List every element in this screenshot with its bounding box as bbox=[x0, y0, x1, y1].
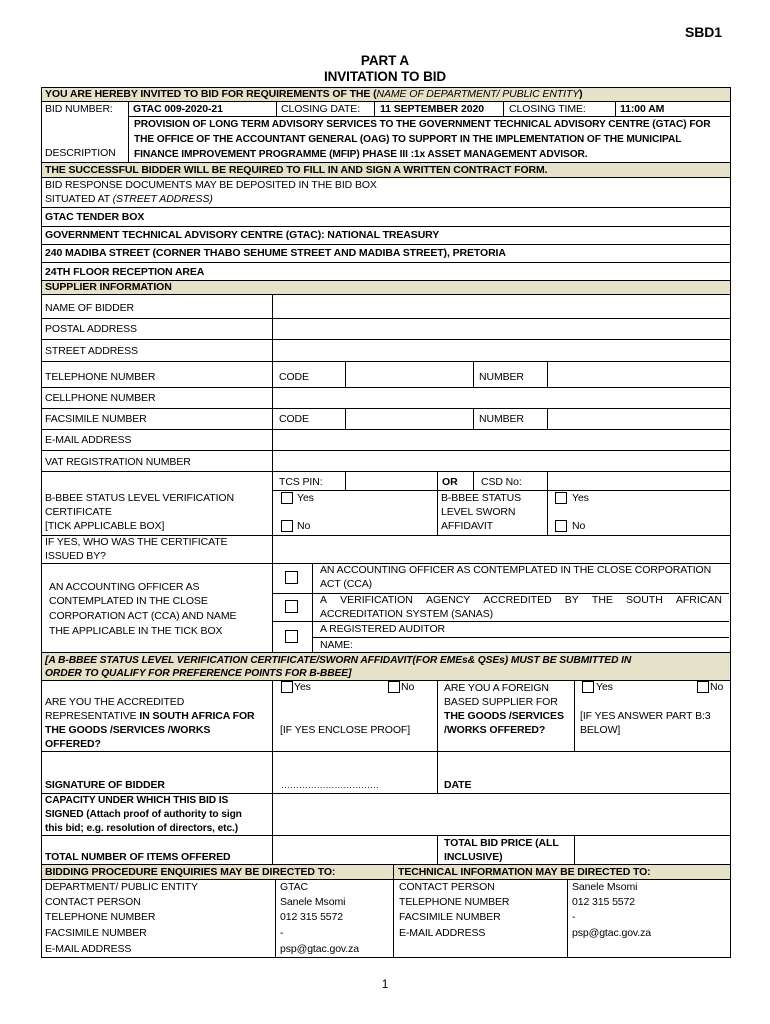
csd-no-field[interactable] bbox=[548, 472, 730, 490]
foreign-supplier-line-4: /WORKS OFFERED? bbox=[444, 724, 546, 736]
accounting-officer-line-4: THE APPLICABLE IN THE TICK BOX bbox=[49, 625, 223, 637]
bbbee-cert-line-2: CERTIFICATE bbox=[45, 506, 112, 518]
closing-time-label: CLOSING TIME: bbox=[509, 103, 586, 115]
page-number: 1 bbox=[381, 977, 389, 991]
technical-row-label: CONTACT PERSON bbox=[399, 881, 495, 893]
technical-row-value: Sanele Msomi bbox=[572, 881, 638, 893]
accredited-rep-no-checkbox[interactable] bbox=[388, 681, 400, 693]
facsimile-code-label: CODE bbox=[279, 413, 309, 425]
technical-row-value[interactable]: psp@gtac.gov.za bbox=[572, 927, 652, 939]
bbbee-affidavit-yes-checkbox[interactable] bbox=[555, 492, 567, 504]
invitation-line: YOU ARE HEREBY INVITED TO BID FOR REQUIREMENTS OF THE (NAME OF DEPARTMENT/ PUBLIC ENTITY) bbox=[45, 88, 583, 100]
accounting-officer-line-3: CORPORATION ACT (CCA) AND NAME bbox=[49, 610, 237, 622]
postal-address-field[interactable] bbox=[273, 319, 730, 339]
who-issued-line-1: IF YES, WHO WAS THE CERTIFICATE bbox=[45, 536, 228, 548]
date-field[interactable] bbox=[575, 752, 730, 793]
bbbee-cert-yes-checkbox[interactable] bbox=[281, 492, 293, 504]
cellphone-field[interactable] bbox=[273, 388, 730, 408]
description-label: DESCRIPTION bbox=[45, 147, 116, 159]
email-field[interactable] bbox=[273, 430, 730, 450]
technical-row-value: 012 315 5572 bbox=[572, 896, 636, 908]
bid-number: GTAC 009-2020-21 bbox=[133, 103, 223, 115]
foreign-supplier-yes-checkbox[interactable] bbox=[582, 681, 594, 693]
email-label: E-MAIL ADDRESS bbox=[45, 434, 132, 446]
description-line-2: THE OFFICE OF THE ACCOUNTANT GENERAL (OAG) TO SUPPORT IN THE IMPLEMENTATION OF THE MUNICIPAL bbox=[134, 134, 682, 145]
technical-info-heading: TECHNICAL INFORMATION MAY BE DIRECTED TO: bbox=[398, 866, 651, 878]
date-label: DATE bbox=[444, 779, 472, 791]
answer-part-b-line-2: BELOW] bbox=[580, 724, 621, 736]
description-line-1: PROVISION OF LONG TERM ADVISORY SERVICES TO THE GOVERNMENT TECHNICAL ADVISORY CENTRE (GTAC) FOR bbox=[134, 119, 711, 130]
issuer-name-field[interactable] bbox=[360, 638, 729, 652]
bidding-enquiries-heading: BIDDING PROCEDURE ENQUIRIES MAY BE DIRECTED TO: bbox=[45, 866, 336, 878]
enclose-proof-note: [IF YES ENCLOSE PROOF] bbox=[280, 724, 411, 736]
telephone-label: TELEPHONE NUMBER bbox=[45, 371, 156, 383]
issuer-cca-line-1: AN ACCOUNTING OFFICER AS CONTEMPLATED IN THE CLOSE CORPORATION bbox=[320, 564, 712, 576]
bbbee-notice-line-1: [A B-BBEE STATUS LEVEL VERIFICATION CERTIFICATE/SWORN AFFIDAVIT(FOR EMEs& QSEs) MUST BE SUBMITTED IN bbox=[45, 655, 632, 666]
bbbee-notice-line-2: ORDER TO QUALIFY FOR PREFERENCE POINTS FOR B-BBEE] bbox=[45, 668, 352, 679]
csd-no-label: CSD No: bbox=[481, 476, 522, 488]
address-line-1: GTAC TENDER BOX bbox=[45, 211, 145, 223]
foreign-supplier-line-2: BASED SUPPLIER FOR bbox=[444, 696, 558, 708]
bidding-row-value: GTAC bbox=[280, 881, 308, 893]
issuer-auditor-checkbox[interactable] bbox=[285, 630, 298, 643]
total-price-line-1: TOTAL BID PRICE (ALL bbox=[444, 837, 559, 849]
foreign-supplier-line-1: ARE YOU A FOREIGN bbox=[444, 682, 549, 694]
technical-row-label: E-MAIL ADDRESS bbox=[399, 927, 486, 939]
technical-row-label: TELEPHONE NUMBER bbox=[399, 896, 510, 908]
foreign-supplier-no-label: No bbox=[710, 681, 724, 693]
issuer-sanas-checkbox[interactable] bbox=[285, 600, 298, 613]
capacity-line-3: this bid; e.g. resolution of directors, etc.) bbox=[45, 823, 239, 834]
technical-row-value: - bbox=[572, 911, 576, 923]
telephone-code-field[interactable] bbox=[346, 362, 473, 387]
bbbee-affidavit-no-checkbox[interactable] bbox=[555, 520, 567, 532]
form-code: SBD1 bbox=[685, 24, 722, 40]
foreign-supplier-no-checkbox[interactable] bbox=[697, 681, 709, 693]
bbbee-affidavit-yes-label: Yes bbox=[572, 492, 589, 504]
bidding-row-label: TELEPHONE NUMBER bbox=[45, 911, 156, 923]
description-line-3: FINANCE IMPROVEMENT PROGRAMME (MFIP) PHASE III :1x ASSET MANAGEMENT ADVISOR. bbox=[134, 149, 588, 160]
bidding-row-value: Sanele Msomi bbox=[280, 896, 346, 908]
bbbee-affidavit-no-label: No bbox=[572, 520, 586, 532]
accredited-rep-yes-label: Yes bbox=[294, 681, 311, 693]
bbbee-cert-line-3: [TICK APPLICABLE BOX] bbox=[45, 520, 165, 532]
closing-date-label: CLOSING DATE: bbox=[281, 103, 361, 115]
accredited-rep-line-4: OFFERED? bbox=[45, 738, 101, 750]
issuer-cca-checkbox[interactable] bbox=[285, 571, 298, 584]
vat-label: VAT REGISTRATION NUMBER bbox=[45, 456, 191, 468]
address-line-4: 24TH FLOOR RECEPTION AREA bbox=[45, 266, 205, 278]
issuer-name-label: NAME: bbox=[320, 639, 353, 651]
total-items-label: TOTAL NUMBER OF ITEMS OFFERED bbox=[45, 851, 231, 863]
capacity-line-2: SIGNED (Attach proof of authority to sign bbox=[45, 809, 242, 820]
bbbee-affidavit-line-1: B-BBEE STATUS bbox=[441, 492, 521, 504]
capacity-field[interactable] bbox=[273, 794, 730, 835]
capacity-line-1: CAPACITY UNDER WHICH THIS BID IS bbox=[45, 795, 229, 806]
total-items-field[interactable] bbox=[273, 836, 437, 864]
part-heading: PART A bbox=[360, 53, 410, 68]
issuer-cca-line-2: ACT (CCA) bbox=[320, 578, 372, 590]
postal-address-label: POSTAL ADDRESS bbox=[45, 323, 137, 335]
accredited-rep-line-1: ARE YOU THE ACCREDITED bbox=[45, 696, 185, 708]
facsimile-label: FACSIMILE NUMBER bbox=[45, 413, 147, 425]
street-address-field[interactable] bbox=[273, 340, 730, 361]
bidding-row-label: E-MAIL ADDRESS bbox=[45, 943, 132, 955]
accounting-officer-line-2: CONTEMPLATED IN THE CLOSE bbox=[49, 595, 208, 607]
signature-line[interactable]: …………………………… bbox=[281, 780, 379, 790]
closing-date: 11 SEPTEMBER 2020 bbox=[380, 103, 484, 115]
facsimile-number-label: NUMBER bbox=[479, 413, 524, 425]
accredited-rep-yes-checkbox[interactable] bbox=[281, 681, 293, 693]
bbbee-affidavit-line-2: LEVEL SWORN bbox=[441, 506, 516, 518]
vat-field[interactable] bbox=[273, 451, 730, 471]
closing-time: 11:00 AM bbox=[620, 103, 665, 115]
or-label: OR bbox=[442, 476, 458, 488]
accredited-rep-line-2: REPRESENTATIVE IN SOUTH AFRICA FOR bbox=[45, 710, 255, 722]
bbbee-affidavit-line-3: AFFIDAVIT bbox=[441, 520, 493, 532]
accredited-rep-line-3: THE GOODS /SERVICES /WORKS bbox=[45, 724, 211, 736]
foreign-supplier-yes-label: Yes bbox=[596, 681, 613, 693]
answer-part-b-line-1: [IF YES ANSWER PART B:3 bbox=[580, 710, 711, 722]
telephone-code-label: CODE bbox=[279, 371, 309, 383]
telephone-number-field[interactable] bbox=[548, 362, 730, 387]
tcs-pin-label: TCS PIN: bbox=[279, 476, 323, 488]
bbbee-cert-no-checkbox[interactable] bbox=[281, 520, 293, 532]
bidding-row-label: FACSIMILE NUMBER bbox=[45, 927, 147, 939]
bidding-row-label: DEPARTMENT/ PUBLIC ENTITY bbox=[45, 881, 198, 893]
bidding-row-label: CONTACT PERSON bbox=[45, 896, 141, 908]
total-price-field[interactable] bbox=[575, 836, 730, 864]
bidding-row-value: - bbox=[280, 927, 284, 939]
issuer-sanas-line-1: A VERIFICATION AGENCY ACCREDITED BY THE SOUTH AFRICAN bbox=[320, 594, 722, 606]
telephone-number-label: NUMBER bbox=[479, 371, 524, 383]
situated-line: SITUATED AT (STREET ADDRESS) bbox=[45, 193, 213, 205]
deposit-line: BID RESPONSE DOCUMENTS MAY BE DEPOSITED IN THE BID BOX bbox=[45, 179, 377, 191]
accounting-officer-line-1: AN ACCOUNTING OFFICER AS bbox=[49, 581, 200, 593]
name-of-bidder-label: NAME OF BIDDER bbox=[45, 302, 135, 314]
who-issued-line-2: ISSUED BY? bbox=[45, 550, 106, 562]
name-of-bidder-field[interactable] bbox=[273, 295, 730, 318]
foreign-supplier-line-3: THE GOODS /SERVICES bbox=[444, 710, 564, 722]
bbbee-cert-yes-label: Yes bbox=[297, 492, 314, 504]
signature-label: SIGNATURE OF BIDDER bbox=[45, 779, 165, 791]
total-price-line-2: INCLUSIVE) bbox=[444, 851, 503, 863]
issuer-auditor-label: A REGISTERED AUDITOR bbox=[320, 623, 445, 635]
tcs-pin-field[interactable] bbox=[346, 472, 437, 490]
technical-row-label: FACSIMILE NUMBER bbox=[399, 911, 501, 923]
page-title: INVITATION TO BID bbox=[323, 69, 447, 84]
bbbee-cert-line-1: B-BBEE STATUS LEVEL VERIFICATION bbox=[45, 492, 234, 504]
accredited-rep-no-label: No bbox=[401, 681, 415, 693]
street-address-label: STREET ADDRESS bbox=[45, 345, 138, 357]
facsimile-code-field[interactable] bbox=[346, 409, 473, 429]
address-line-3: 240 MADIBA STREET (CORNER THABO SEHUME STREET AND MADIBA STREET), PRETORIA bbox=[45, 247, 506, 259]
successful-bidder-notice: THE SUCCESSFUL BIDDER WILL BE REQUIRED TO FILL IN AND SIGN A WRITTEN CONTRACT FORM. bbox=[45, 164, 548, 176]
facsimile-number-field[interactable] bbox=[548, 409, 730, 429]
bidding-row-value: 012 315 5572 bbox=[280, 911, 344, 923]
cellphone-label: CELLPHONE NUMBER bbox=[45, 392, 156, 404]
issuer-sanas-line-2: ACCREDITATION SYSTEM (SANAS) bbox=[320, 608, 493, 620]
address-line-2: GOVERNMENT TECHNICAL ADVISORY CENTRE (GTAC): NATIONAL TREASURY bbox=[45, 229, 440, 241]
bidding-row-value[interactable]: psp@gtac.gov.za bbox=[280, 943, 360, 955]
bbbee-cert-no-label: No bbox=[297, 520, 311, 532]
supplier-info-heading: SUPPLIER INFORMATION bbox=[45, 281, 172, 293]
certificate-issuer-field[interactable] bbox=[273, 536, 730, 563]
bid-number-label: BID NUMBER: bbox=[45, 103, 113, 115]
